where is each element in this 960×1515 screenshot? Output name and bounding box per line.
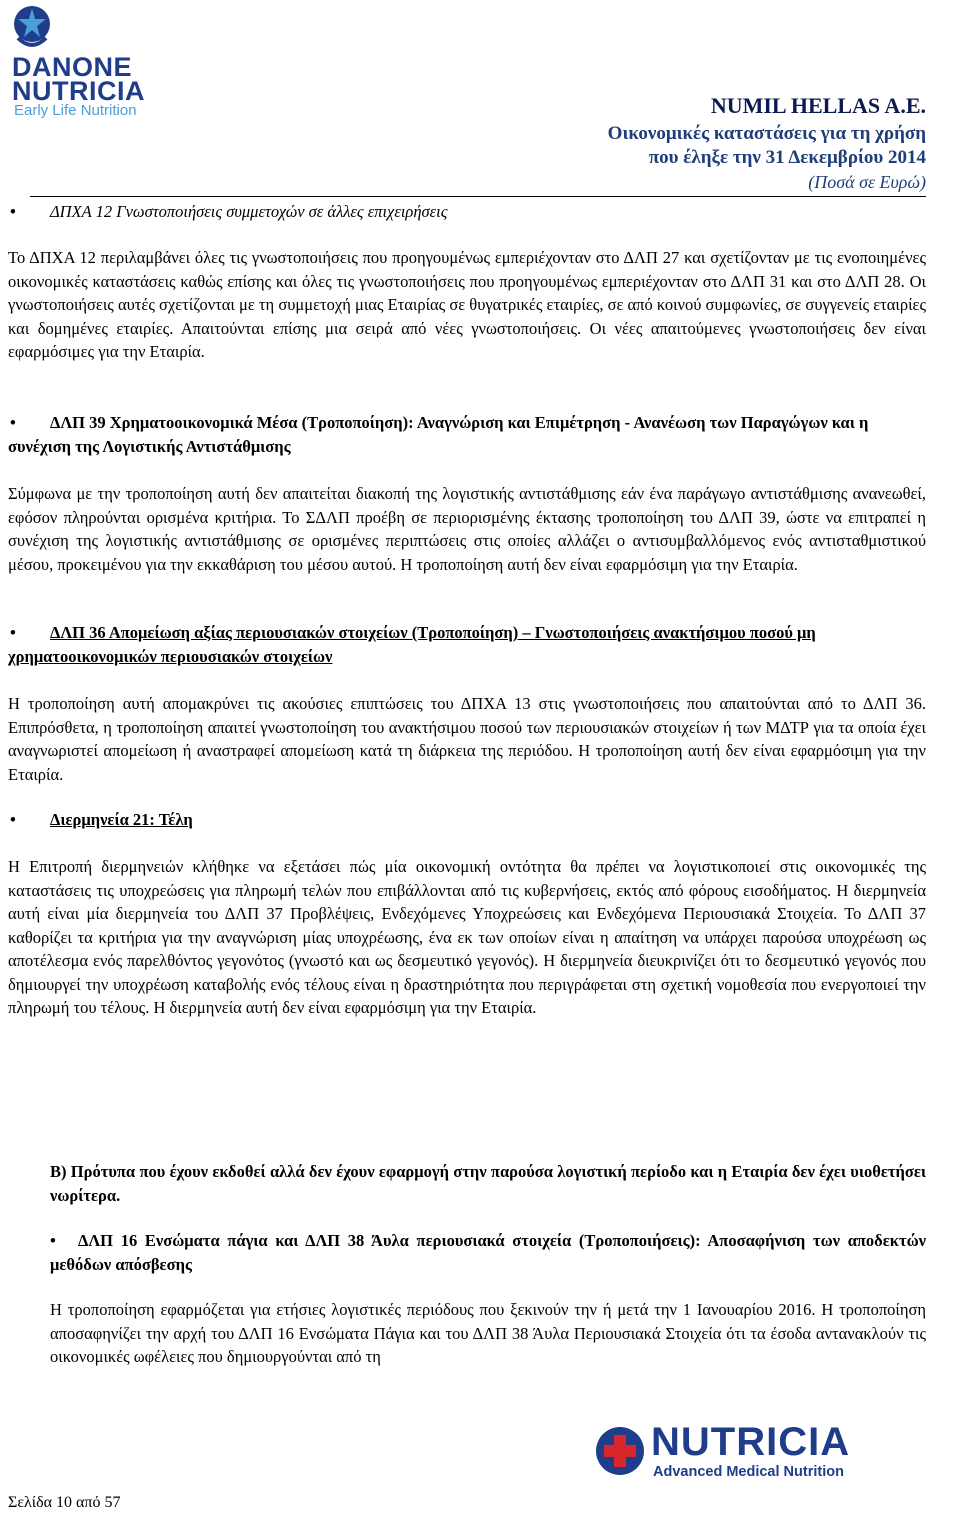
bullet: •: [10, 202, 16, 221]
section-title: ΔΛΠ 39 Χρηματοοικονομικά Μέσα (Τροποποίηση): Αναγνώριση και Επιμέτρηση - Ανανέωση των Παραγώγων και η συνέχιση της Λογιστικής Αντιστάθμισης: [8, 413, 869, 456]
bullet: •: [10, 623, 16, 642]
logo-line-nutricia: NUTRICIA: [12, 76, 145, 106]
section-body-ias36: Η τροποποίηση αυτή απομακρύνει τις ακούσιες επιπτώσεις του ΔΠΧΑ 13 στις γνωστοποιήσεις που απαιτούνται από το ΔΛΠ 36. Επιπρόσθετα, η τροποποίηση απαιτεί γνωστοποίηση του ανακτήσιμου ποσού των περιουσιακών στοιχείων ή των ΜΔΤΡ για τα οποία έχει αναγνωριστεί απομείωση ή αναστραφεί απομείωση κατά τη διάρκεια της περιόδου. Η τροποποίηση αυτή δεν είναι εφαρμόσιμη για την Εταιρία.: [8, 694, 926, 784]
section-b-title: Β) Πρότυπα που έχουν εκδοθεί αλλά δεν έχουν εφαρμογή στην παρούσα λογιστική περίοδο και η Εταιρία δεν έχει υιοθετήσει νωρίτερα.: [50, 1162, 926, 1205]
header-rule: [30, 196, 926, 197]
logo-line-danone: DANONE: [12, 52, 133, 82]
section-heading-ifric21: [8, 808, 926, 832]
section-heading-ias36: [8, 621, 926, 669]
nutricia-logo-tagline: Advanced Medical Nutrition: [653, 1464, 844, 1480]
nutricia-logo-name: NUTRICIA: [651, 1420, 851, 1464]
section-title: ΔΠΧΑ 12 Γνωστοποιήσεις συμμετοχών σε άλλες επιχειρήσεις: [50, 202, 448, 221]
bullet: •: [10, 810, 16, 829]
page-number: Σελίδα 10 από 57: [8, 1494, 121, 1511]
header-statements-title: Οικονομικές καταστάσεις για τη χρήση: [607, 123, 926, 144]
logo-line-tagline: Early Life Nutrition: [14, 102, 137, 119]
company-name: NUMIL HELLAS A.E.: [710, 93, 926, 118]
header-currency-note: (Ποσά σε Ευρώ): [808, 172, 926, 192]
section-title: ΔΛΠ 36 Απομείωση αξίας περιουσιακών στοιχείων (Τροποποίηση) – Γνωστοποιήσεις ανακτήσιμου ποσού μη χρηματοοικονομικών περιουσιακών στοιχείων: [8, 623, 816, 666]
nutricia-cross-icon: [595, 1426, 645, 1476]
bullet: •: [50, 1231, 56, 1250]
bullet: •: [10, 413, 16, 432]
section-heading-ias39: [8, 411, 926, 459]
section-heading-ifrs12: [8, 200, 926, 224]
header-period: που έληξε την 31 Δεκεμβρίου 2014: [648, 147, 926, 168]
section-heading-ias16-38: [50, 1229, 926, 1277]
section-title: Διερμηνεία 21: Τέλη: [50, 810, 193, 829]
section-body-ias16-38: Η τροποποίηση εφαρμόζεται για ετήσιες λογιστικές περιόδους που ξεκινούν την ή μετά την 1 Ιανουαρίου 2016. Η τροποποίηση αποσαφηνίζει την αρχή του ΔΛΠ 16 Ενσώματα Πάγια και του ΔΛΠ 38 Άυλα Περιουσιακά Στοιχεία ότι τα έσοδα αντανακλούν τις οικονομικές ωφέλειες που δημιουργούνται από τη: [50, 1300, 926, 1366]
section-body-ifric21: Η Επιτροπή διερμηνειών κλήθηκε να εξετάσει πώς μία οικονομική οντότητα θα πρέπει να λογιστικοποιεί στις οικονομικές της καταστάσεις τις υποχρεώσεις για πληρωμή τελών που επιβάλλονται από τις κυβερνήσεις, εκτός από φόρους εισοδήματος. Η διερμηνεία αυτή είναι μία διερμηνεία του ΔΛΠ 37 Προβλέψεις, Ενδεχόμενες Υποχρεώσεις και Ενδεχόμενα Περιουσιακά Στοιχεία. Το ΔΛΠ 37 καθορίζει τα κριτήρια για την αναγνώριση μίας υποχρέωσης, ένα εκ των οποίων είναι η απαίτηση να υπάρχει παρούσα υποχρέωση ως αποτέλεσμα ενός παρελθόντος γεγονότος (γνωστό και ως δεσμευτικό γεγονός). Η διερμηνεία διευκρινίζει ότι το δεσμευτικό γεγονός που δημιουργεί την υποχρέωση καταβολής ενός τέλους είναι η δραστηριότητα που περιγράφεται στη σχετική νομοθεσία που ενεργοποιεί την πληρωμή του τέλους. Η διερμηνεία αυτή δεν είναι εφαρμόσιμη για την Εταιρία.: [8, 857, 926, 1017]
section-title: ΔΛΠ 16 Ενσώματα πάγια και ΔΛΠ 38 Άυλα περιουσιακά στοιχεία (Τροποποιήσεις): Αποσαφήνιση των αποδεκτών μεθόδων απόσβεσης: [50, 1231, 926, 1274]
danone-child-star-icon: [8, 4, 56, 54]
nutricia-logo: [595, 1420, 875, 1490]
danone-nutricia-logo: [6, 4, 181, 119]
section-body-ias39: Σύμφωνα με την τροποποίηση αυτή δεν απαιτείται διακοπή της λογιστικής αντιστάθμισης εάν ένα παράγωγο αντιστάθμισης ανανεωθεί, εφόσον πληρούνται ορισμένα κριτήρια. Το ΣΔΛΠ προέβη σε περιορισμένης έκτασης τροποποίηση του ΔΛΠ 39, ώστε να επιτραπεί η συνέχιση της λογιστικής αντιστάθμισης σε ορισμένες περιπτώσεις στις οποίες αλλάζει ο αντισυμβαλλόμενος ενός αντισταθμιστικού μέσου, προκειμένου για την εκκαθάριση του μέσου αυτού. Η τροποποίηση αυτή δεν είναι εφαρμόσιμη για την Εταιρία.: [8, 484, 926, 574]
section-body-ifrs12: Το ΔΠΧΑ 12 περιλαμβάνει όλες τις γνωστοποιήσεις που προηγουμένως εμπεριέχονταν στο ΔΛΠ 27 και σχετίζονταν με τις ενοποιημένες οικονομικές καταστάσεις καθώς επίσης και όλες τις γνωστοποιήσεις που προηγουμένως εμπεριέχονταν στο ΔΛΠ 31 και στο ΔΛΠ 28. Οι γνωστοποιήσεις αυτές σχετίζονται με τη συμμετοχή μιας Εταιρίας σε θυγατρικές εταιρίες, σε από κοινού συμφωνίες, σε συγγενείς εταιρίες και δομημένες εταιρίες. Απαιτούνται επίσης μια σειρά από νέες γνωστοποιήσεις. Οι νέες απαιτούμενες γνωστοποιήσεις δεν είναι εφαρμόσιμες για την Εταιρία.: [8, 248, 926, 362]
